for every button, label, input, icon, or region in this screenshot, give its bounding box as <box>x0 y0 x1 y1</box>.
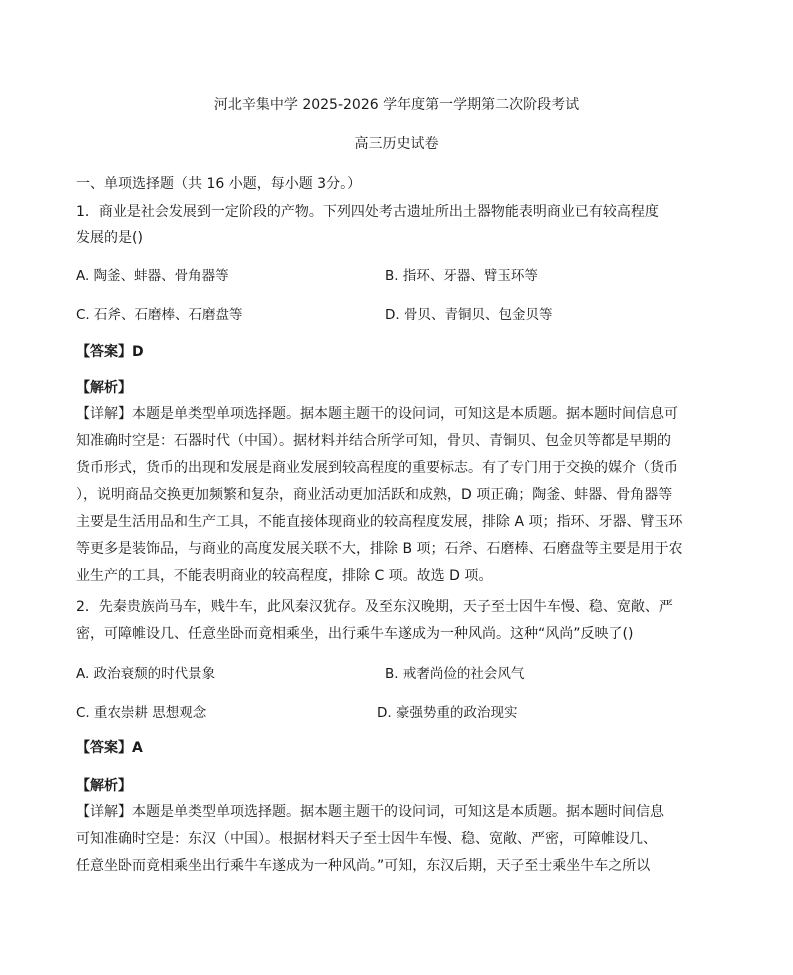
q2-stem-line-1: 2．先秦贵族尚马车，贱牛车，此风秦汉犹存。及至东汉晚期，天子至士因牛车慢、稳、宽敞、严 <box>76 599 673 615</box>
q2-detail-line-3: 任意坐卧而竟相乘坐出行乘牛车遂成为一种风尚。”可知，东汉后期，天子至士乘坐牛车之所以 <box>76 858 651 874</box>
q2-option-c: C. 重农崇耕 思想观念 <box>76 705 207 721</box>
q1-answer: 【答案】D <box>76 344 144 360</box>
q2-option-d: D. 豪强势重的政治现实 <box>377 705 518 721</box>
q1-detail-line-5: 主要是生活用品和生产工具，不能直接体现商业的较高程度发展，排除 A 项；指环、牙器、臂玉环 <box>76 514 683 530</box>
q2-option-a: A. 政治衰颓的时代景象 <box>76 666 216 682</box>
q1-option-c: C. 石斧、石磨棒、石磨盘等 <box>76 307 243 323</box>
q1-detail-line-6: 等更多是装饰品，与商业的高度发展关联不大，排除 B 项；石斧、石磨棒、石磨盘等主要是用于农 <box>76 541 683 557</box>
q1-analysis-label: 【解析】 <box>76 380 132 396</box>
q1-detail-line-2: 知准确时空是：石器时代（中国）。据材料并结合所学可知，骨贝、青铜贝、包金贝等都是早期的 <box>76 433 671 449</box>
q1-detail-line-4: ），说明商品交换更加频繁和复杂，商业活动更加活跃和成熟，D 项正确；陶釜、蚌器、骨角器等 <box>76 487 673 503</box>
q1-stem-line-1: 1．商业是社会发展到一定阶段的产物。下列四处考古遗址所出土器物能表明商业已有较高程度 <box>76 204 659 220</box>
q2-detail-line-1: 【详解】本题是单类型单项选择题。据本题主题干的设问词，可知这是本质题。据本题时间信息 <box>76 804 664 820</box>
q1-option-b: B. 指环、牙器、臂玉环等 <box>385 268 538 284</box>
q1-stem-line-2: 发展的是() <box>76 230 143 246</box>
q2-detail-line-2: 可知准确时空是：东汉（中国）。根据材料天子至士因牛车慢、稳、宽敞、严密，可障帷设几、 <box>76 831 657 847</box>
q1-detail-line-1: 【详解】本题是单类型单项选择题。据本题主题干的设问词，可知这是本质题。据本题时间信息可 <box>76 406 678 422</box>
q2-answer: 【答案】A <box>76 740 143 756</box>
exam-subtitle: 高三历史试卷 <box>354 136 439 152</box>
q1-option-a: A. 陶釜、蚌器、骨角器等 <box>76 268 229 284</box>
q2-option-b: B. 戒奢尚俭的社会风气 <box>385 666 525 682</box>
exam-title: 河北辛集中学 2025-2026 学年度第一学期第二次阶段考试 <box>213 97 580 113</box>
q2-stem-line-2: 密，可障帷设几、任意坐卧而竟相乘坐，出行乘牛车遂成为一种风尚。这种“风尚”反映了() <box>76 626 634 642</box>
q1-detail-line-7: 业生产的工具，不能表明商业的较高程度，排除 C 项。故选 D 项。 <box>76 568 493 584</box>
q2-analysis-label: 【解析】 <box>76 778 132 794</box>
q1-detail-line-3: 货币形式，货币的出现和发展是商业发展到较高程度的重要标志。有了专门用于交换的媒介（货币 <box>76 460 678 476</box>
section-heading: 一、单项选择题（共 16 小题，每小题 3分。） <box>76 176 362 192</box>
q1-option-d: D. 骨贝、青铜贝、包金贝等 <box>385 307 553 323</box>
